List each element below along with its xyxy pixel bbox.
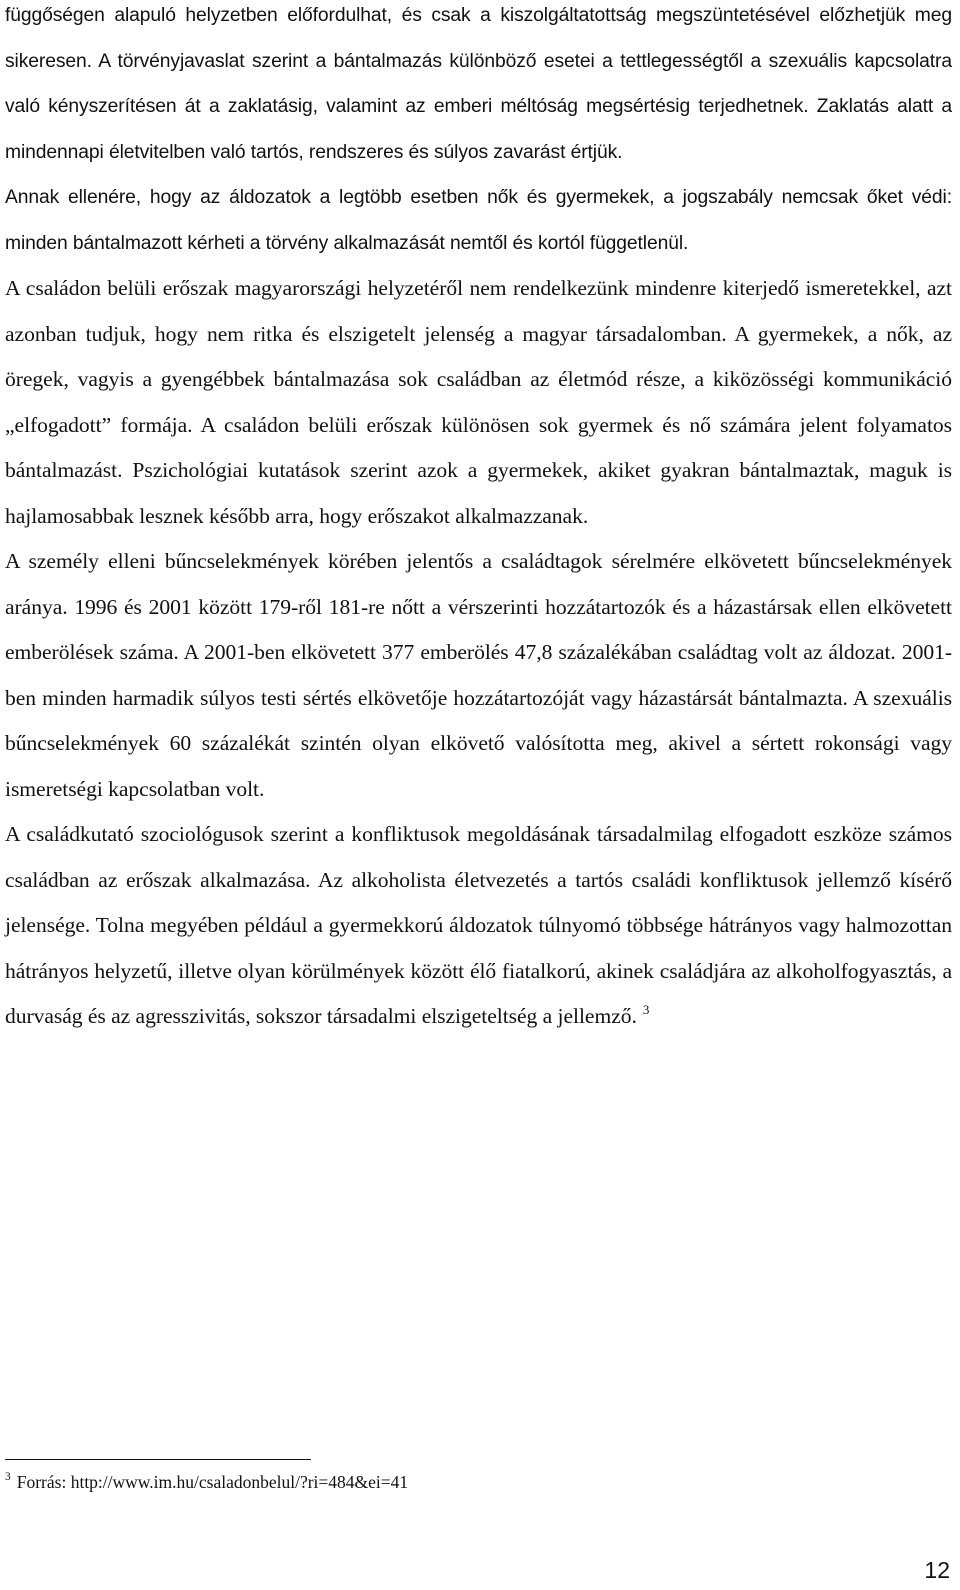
- footnote-marker: 3: [5, 1471, 11, 1483]
- footnote: [5, 1471, 408, 1493]
- paragraph-2: Annak ellenére, hogy az áldozatok a legtöbb esetben nők és gyermekek, a jogszabály nemcsak őket védi: minden bántalmazott kérheti a törvény alkalmazását nemtől és kortól függetlenül.: [5, 187, 952, 254]
- page-number: 12: [924, 1557, 950, 1583]
- paragraph-5-text: A családkutató szociológusok szerint a konfliktusok megoldásának társadalmilag elfogadott eszköze számos családban az erőszak alkalmazása. Az alkoholista életvezetés a tartós családi konfliktusok jellemző kísérő jelensége. Tolna megyében például a gyermekkorú áldozatok túlnyomó többsége hátrányos vagy halmozottan hátrányos helyzetű, illetve olyan körülmények között élő fiatalkorú, akinek családjára az alkoholfogyasztás, a durvaság és az agresszivitás, sokszor társadalmi elszigeteltség a jellemző.: [5, 822, 952, 1028]
- footnote-separator: [5, 1459, 311, 1460]
- footnote-text: Forrás: http://www.im.hu/csaladonbelul/?ri=484&ei=41: [16, 1472, 409, 1492]
- footnote-reference: 3: [642, 1002, 650, 1017]
- paragraph-4: A személy elleni bűncselekmények körében jelentős a családtagok sérelmére elkövetett bűncselekmények aránya. 1996 és 2001 között 179-ről 181-re nőtt a vérszerinti hozzátartozók és a házastársak ellen elkövetett emberölések száma. A 2001-ben elkövetett 377 emberölés 47,8 százalékában családtag volt az áldozat. 2001-ben minden harmadik súlyos testi sértés elkövetője hozzátartozóját vagy házastársát bántalmazta. A szexuális bűncselekmények 60 százalékát szintén olyan elkövető valósította meg, akivel a sértett rokonsági vagy ismeretségi kapcsolatban volt.: [5, 549, 952, 801]
- paragraph-3: A családon belüli erőszak magyarországi helyzetéről nem rendelkezünk mindenre kiterjedő ismeretekkel, azt azonban tudjuk, hogy nem ritka és elszigetelt jelenség a magyar társadalomban. A gyermekek, a nők, az öregek, vagyis a gyengébbek bántalmazása sok családban az életmód része, a kiközösségi kommunikáció „elfogadott” formája. A családon belüli erőszak különösen sok gyermek és nő számára jelent folyamatos bántalmazást. Pszichológiai kutatások szerint azok a gyermekek, akiket gyakran bántalmaztak, maguk is hajlamosabbak lesznek később arra, hogy erőszakot alkalmazzanak.: [5, 276, 952, 528]
- document-body: [5, 0, 952, 1040]
- paragraph-5: [5, 812, 952, 1040]
- paragraph-1: függőségen alapuló helyzetben előfordulhat, és csak a kiszolgáltatottság megszüntetésével előzhetjük meg sikeresen. A törvényjavaslat szerint a bántalmazás különböző esetei a tettlegességtől a szexuális kapcsolatra való kényszerítésen át a zaklatásig, valamint az emberi méltóság megsértésig terjedhetnek. Zaklatás alatt a mindennapi életvitelben való tartós, rendszeres és súlyos zavarást értjük.: [5, 5, 952, 163]
